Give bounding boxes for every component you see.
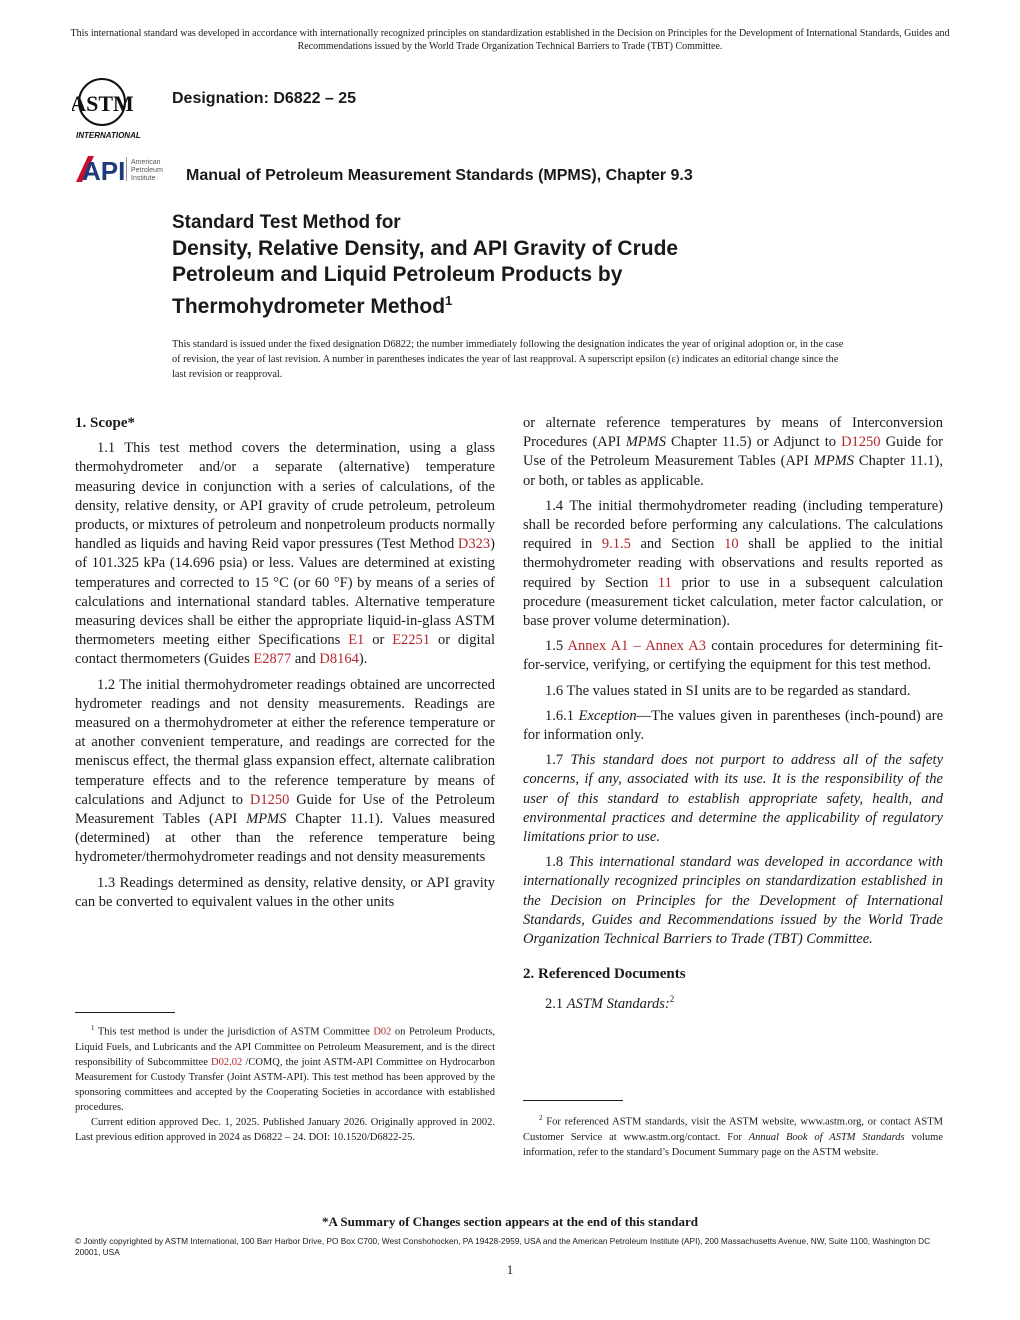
footnote-1-edition: Current edition approved Dec. 1, 2025. Published January 2026. Originally approved in 2002. Last previous edition approved in 2024 as D6822 – 24. DOI: 10.1520/D6822-25.: [75, 1116, 495, 1143]
paragraph-2-1: 2.1 ASTM Standards:$^2$: [545, 994, 675, 1013]
paragraph-1-3: 1.3 Readings determined as density, relative density, or API gravity can be converted to equivalent values in the other units: [75, 874, 495, 910]
api-logo-sub-3: Institute: [131, 175, 156, 182]
link-d1250[interactable]: D1250: [249, 791, 290, 808]
paragraph-1-3-continued: or alternate reference temperatures by means of Interconversion Procedures (API MPMS Chapter 11.5) or Adjunct to D1250 Guide for Use of the Petroleum Measurement Tables (API MPMS Chapter 11.1), or both, or tables as applicable.: [523, 415, 943, 489]
section-heading-scope: 1. Scope*: [75, 415, 135, 431]
left-column: [75, 414, 495, 918]
footnote-rule-right: [523, 1100, 623, 1101]
api-logo-text: API: [82, 156, 126, 184]
astm-logo-sub: INTERNATIONAL: [76, 131, 141, 140]
link-section-10[interactable]: 10: [724, 536, 739, 553]
summary-of-changes-note: *A Summary of Changes section appears at the end of this standard: [322, 1214, 698, 1229]
section-heading-referenced-documents: 2. Referenced Documents: [523, 966, 686, 983]
footnote-rule-left: [75, 1012, 175, 1013]
international-standard-notice: This international standard was developed in accordance with internationally recognized principles on standardization established in the Decision on Principles for the Development of International Standards, Guides and Recommendations issued by the World Trade Organization Technical Barriers to Trade (TBT) Committee.: [70, 28, 950, 52]
title-footnote-mark: 1: [445, 293, 453, 308]
paragraph-1-6-1: 1.6.1 Exception—The values given in parentheses (inch-pound) are for information only.: [523, 707, 944, 744]
link-annex-a1-a3[interactable]: Annex A1 – Annex A3: [567, 638, 706, 655]
right-column: [523, 414, 943, 1021]
copyright-notice: © Jointly copyrighted by ASTM International, 100 Barr Harbor Drive, PO Box C700, West Conshohocken, PA 19428-2959, USA and the American Petroleum Institute (API), 200 Massachusetts Avenue, NW, Suite 1100, Washington DC 20001, USA: [75, 1236, 931, 1257]
manual-chapter: Manual of Petroleum Measurement Standards (MPMS), Chapter 9.3: [186, 167, 693, 184]
link-section-11[interactable]: 11: [657, 574, 672, 591]
paragraph-1-1: 1.1 This test method covers the determination, using a glass thermohydrometer and/or a separate (alternative) temperature measuring device in conjunction with a series of calculations, of the density, relative density, or API gravity of crude petroleum, petroleum products, or mixtures of petroleum and nonpetroleum products normally handled as liquids and having Reid vapor pressures (Test Method D323) of 101.325 kPa (14.696 psia) or less. Values are determined at existing temperatures and corrected to 15 °C (or 60 °F) by means of a series of calculations and international standard tables. Alternative temperature measuring devices shall be either the appropriate liquid-in-glass ASTM thermometers meeting either Specifications E1 or E2251 or digital contact thermometers (Guides E2877 and D8164).: [75, 440, 496, 668]
link-d1250-2[interactable]: D1250: [841, 434, 881, 451]
api-logo-sub-2: Petroleum: [131, 167, 163, 174]
api-logo-sub-1: American: [131, 159, 161, 166]
paragraph-1-4: 1.4 The initial thermohydrometer reading (including temperature) shall be recorded before performing any calculations. The calculations required in 9.1.5 and Section 10 shall be applied to the initial thermohydrometer reading with observations and results reported as required by Section 11 prior to use in a subsequent calculation procedure (measurement ticket calculation, meter factor calculation, or base prover volume determination).: [523, 497, 943, 630]
astm-logo: [72, 78, 164, 140]
title-line-3: Petroleum and Liquid Petroleum Products by: [172, 263, 623, 286]
link-9-1-5[interactable]: 9.1.5: [601, 536, 631, 553]
link-e2251[interactable]: E2251: [392, 632, 431, 649]
footnote-1: $^1$ This test method is under the jurisdiction of ASTM Committee D02 on Petroleum Products, Liquid Fuels, and Lubricants and the API Committee on Petroleum Measurement, and is the direct responsibility of Subcommittee D02.02 /COMQ, the joint ASTM-API Committee on Hydrocarbon Measurement for Custody Transfer (Joint ASTM-API). This test method has been approved by the sponsoring committees and accepted by the Cooperating Societies in accordance with established procedures. Current edition approved Dec. 1, 2025. Published January 2026. Originally approved in 2002. Last previous edition approved in 2024 as D6822 – 24. DOI: 10.1520/D6822-25.: [75, 1024, 495, 1143]
link-d323[interactable]: D323: [457, 536, 491, 553]
document-title: [172, 210, 892, 320]
paragraph-1-5: 1.5 Annex A1 – Annex A3 contain procedures for determining fit-for-service, verifying, or certifying the equipment for this test method.: [523, 638, 944, 674]
paragraph-1-8: 1.8 This international standard was developed in accordance with internationally recognized principles on standardization established in the Decision on Principles for the Development of International Standards, Guides and Recommendations issued by the World Trade Organization Technical Barriers to Trade (TBT) Committee.: [523, 854, 943, 948]
title-line-2: Density, Relative Density, and API Gravity of Crude: [172, 237, 679, 260]
page-number: 1: [506, 1262, 514, 1277]
link-e1[interactable]: E1: [348, 632, 365, 649]
link-d02[interactable]: D02: [373, 1026, 392, 1038]
title-line-4: Thermohydrometer Method: [172, 295, 446, 318]
issue-note: This standard is issued under the fixed designation D6822; the number immediately following the designation indicates the year of original adoption or, in the case of revision, the year of last revision. A number in parentheses indicates the year of last reapproval. A superscript epsilon (ε) indicates an editorial change since the last revision or reapproval.: [172, 339, 844, 380]
designation: Designation: D6822 – 25: [172, 90, 357, 107]
link-e2877[interactable]: E2877: [253, 651, 292, 668]
paragraph-1-2: 1.2 The initial thermohydrometer readings obtained are uncorrected hydrometer readings and not density measurements. Readings are measured on a thermohydrometer at either the reference temperature or at another convenient temperature, and readings are corrected for the meniscus effect, the thermal glass expansion effect, alternate calibration temperature effects and to the reference temperature by means of calculations and Adjunct to D1250 Guide for Use of the Petroleum Measurement Tables (API MPMS Chapter 11.1). Values measured (determined) at other than the reference temperature being hydrometer/thermohydrometer readings and not density measurements: [75, 676, 496, 866]
link-d8164[interactable]: D8164: [319, 651, 359, 668]
footnote-2: $^2$ For referenced ASTM standards, visit the ASTM website, www.astm.org, or contact ASTM Customer Service at www.astm.org/contact. For Annual Book of ASTM Standards volume information, refer to the standard’s Document Summary page on the ASTM website.: [523, 1114, 944, 1158]
api-logo: [74, 154, 178, 184]
title-line-1: Standard Test Method for: [172, 212, 401, 233]
paragraph-1-6: 1.6 The values stated in SI units are to be regarded as standard.: [545, 682, 911, 699]
paragraph-1-7: 1.7 This standard does not purport to address all of the safety concerns, if any, associated with its use. It is the responsibility of the user of this standard to establish appropriate safety, health, and environmental practices and determine the applicability of regulatory limitations prior to use.: [523, 752, 944, 846]
link-d02-02[interactable]: D02.02: [211, 1056, 243, 1068]
astm-logo-text: ASTM: [72, 91, 134, 116]
